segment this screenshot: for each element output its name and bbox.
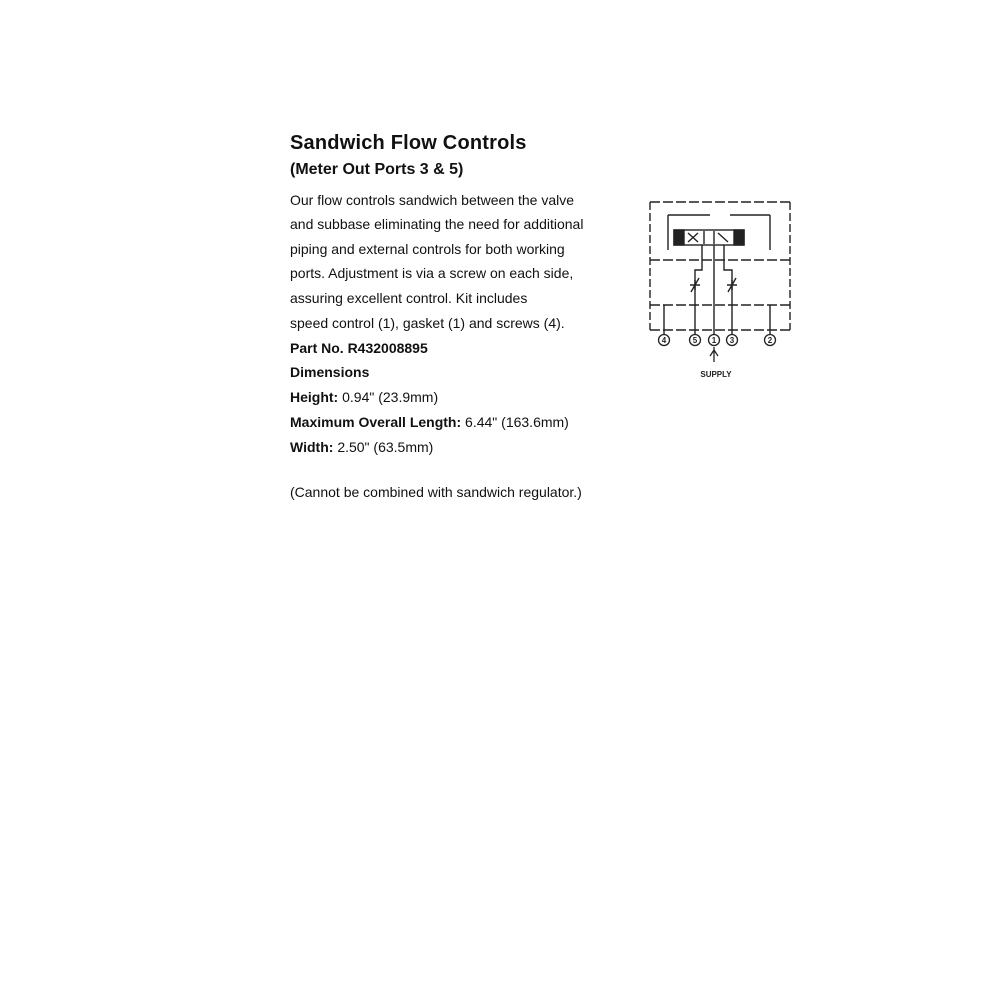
height-value: 0.94" (23.9mm) <box>342 389 439 405</box>
flow-control-right <box>727 278 737 292</box>
width-label: Width: <box>290 439 334 455</box>
solenoid-right <box>734 230 744 245</box>
port-5-label: 5 <box>692 336 698 345</box>
dimensions-heading: Dimensions <box>290 364 370 380</box>
schematic-svg <box>640 190 800 385</box>
supply-arrow-icon <box>710 347 718 362</box>
port-1-label: 1 <box>711 336 717 345</box>
description-line: piping and external controls for both working <box>290 241 565 257</box>
description-line: Our flow controls sandwich between the valve <box>290 192 575 208</box>
flow-line-left <box>695 245 702 340</box>
pneumatic-schematic-diagram <box>640 190 800 385</box>
flow-line-right <box>724 245 732 340</box>
supply-label: SUPPLY <box>700 370 732 379</box>
length-value: 6.44" (163.6mm) <box>465 414 569 430</box>
product-title: Sandwich Flow Controls <box>290 132 527 154</box>
description-line: assuring excellent control. Kit includes <box>290 290 528 306</box>
height-label: Height: <box>290 389 339 405</box>
product-subtitle: (Meter Out Ports 3 & 5) <box>290 161 464 178</box>
width-row <box>290 438 433 456</box>
height-row <box>290 388 438 406</box>
port-2-label: 2 <box>767 336 773 345</box>
flow-control-left <box>690 278 700 292</box>
description-line: and subbase eliminating the need for additional <box>290 216 584 232</box>
solenoid-left <box>674 230 684 245</box>
length-row <box>290 413 569 431</box>
port-3-label: 3 <box>729 336 735 345</box>
width-value: 2.50" (63.5mm) <box>337 439 434 455</box>
part-number: Part No. R432008895 <box>290 340 428 356</box>
length-label: Maximum Overall Length: <box>290 414 462 430</box>
compatibility-note: (Cannot be combined with sandwich regulator.) <box>290 484 582 500</box>
description-line: speed control (1), gasket (1) and screws (4). <box>290 315 565 331</box>
description-line: ports. Adjustment is via a screw on each side, <box>290 265 574 281</box>
port-4-label: 4 <box>661 336 667 345</box>
